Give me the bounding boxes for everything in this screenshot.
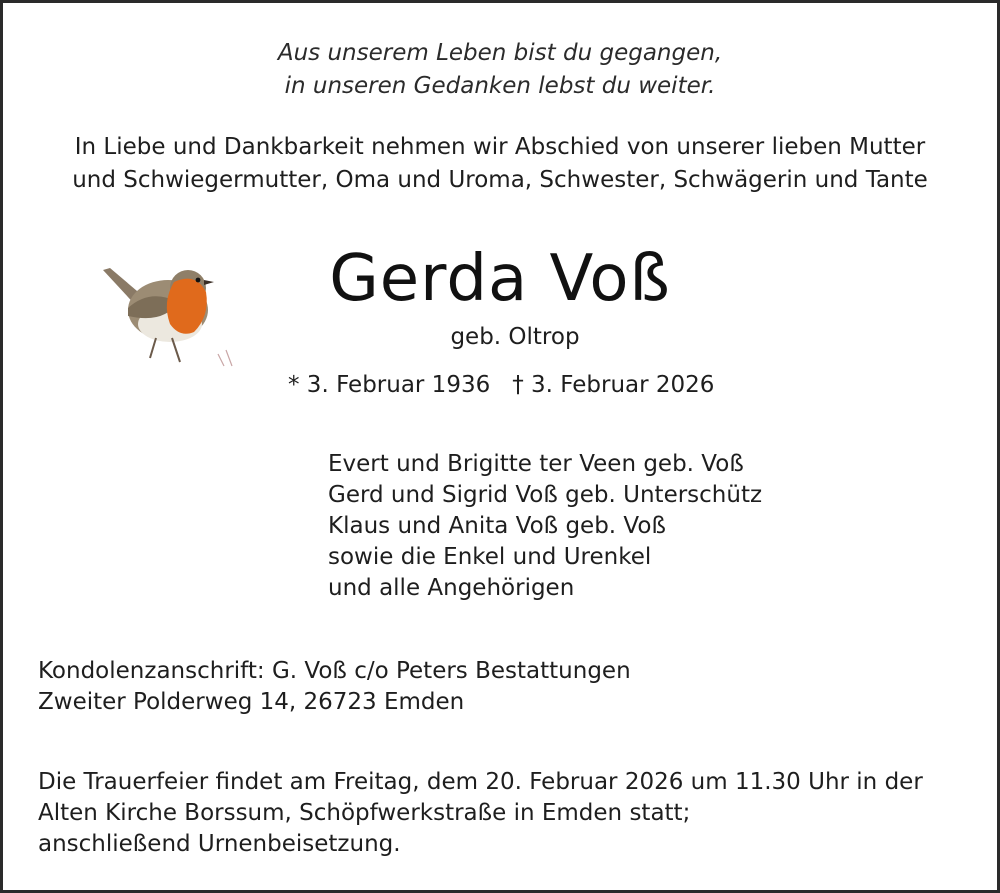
funeral-line-1: Die Trauerfeier findet am Freitag, dem 20. Februar 2026 um 11.30 Uhr in der — [38, 769, 923, 795]
motto — [3, 37, 997, 103]
deceased-name: Gerda Voß — [329, 242, 671, 316]
mourner-line: Evert und Brigitte ter Veen geb. Voß — [328, 451, 744, 477]
mourner-line: und alle Angehörigen — [328, 575, 575, 601]
death-date: † 3. Februar 2026 — [512, 372, 715, 398]
funeral-info — [38, 767, 923, 860]
funeral-line-2: Alten Kirche Borssum, Schöpfwerkstraße in Emden statt; — [38, 800, 691, 826]
intro-line-2: und Schwiegermutter, Oma und Uroma, Schwester, Schwägerin und Tante — [72, 167, 928, 193]
mourners-list — [328, 449, 762, 604]
mourner-line: Gerd und Sigrid Voß geb. Unterschütz — [328, 482, 763, 508]
condolence-address — [38, 656, 631, 718]
maiden-name: geb. Oltrop — [450, 324, 580, 350]
funeral-line-3: anschließend Urnenbeisetzung. — [38, 831, 401, 857]
intro-line-1: In Liebe und Dankbarkeit nehmen wir Abschied von unserer lieben Mutter — [74, 134, 926, 160]
life-dates — [288, 369, 714, 401]
mourner-line: sowie die Enkel und Urenkel — [328, 544, 652, 570]
condolence-line-1: Kondolenzanschrift: G. Voß c/o Peters Bestattungen — [38, 658, 631, 684]
birth-date: * 3. Februar 1936 — [288, 372, 491, 398]
condolence-line-2: Zweiter Polderweg 14, 26723 Emden — [38, 689, 465, 715]
intro-text — [3, 131, 997, 197]
motto-line-1: Aus unserem Leben bist du gegangen, — [277, 40, 723, 66]
mourner-line: Klaus und Anita Voß geb. Voß — [328, 513, 666, 539]
motto-line-2: in unseren Gedanken lebst du weiter. — [284, 73, 716, 99]
